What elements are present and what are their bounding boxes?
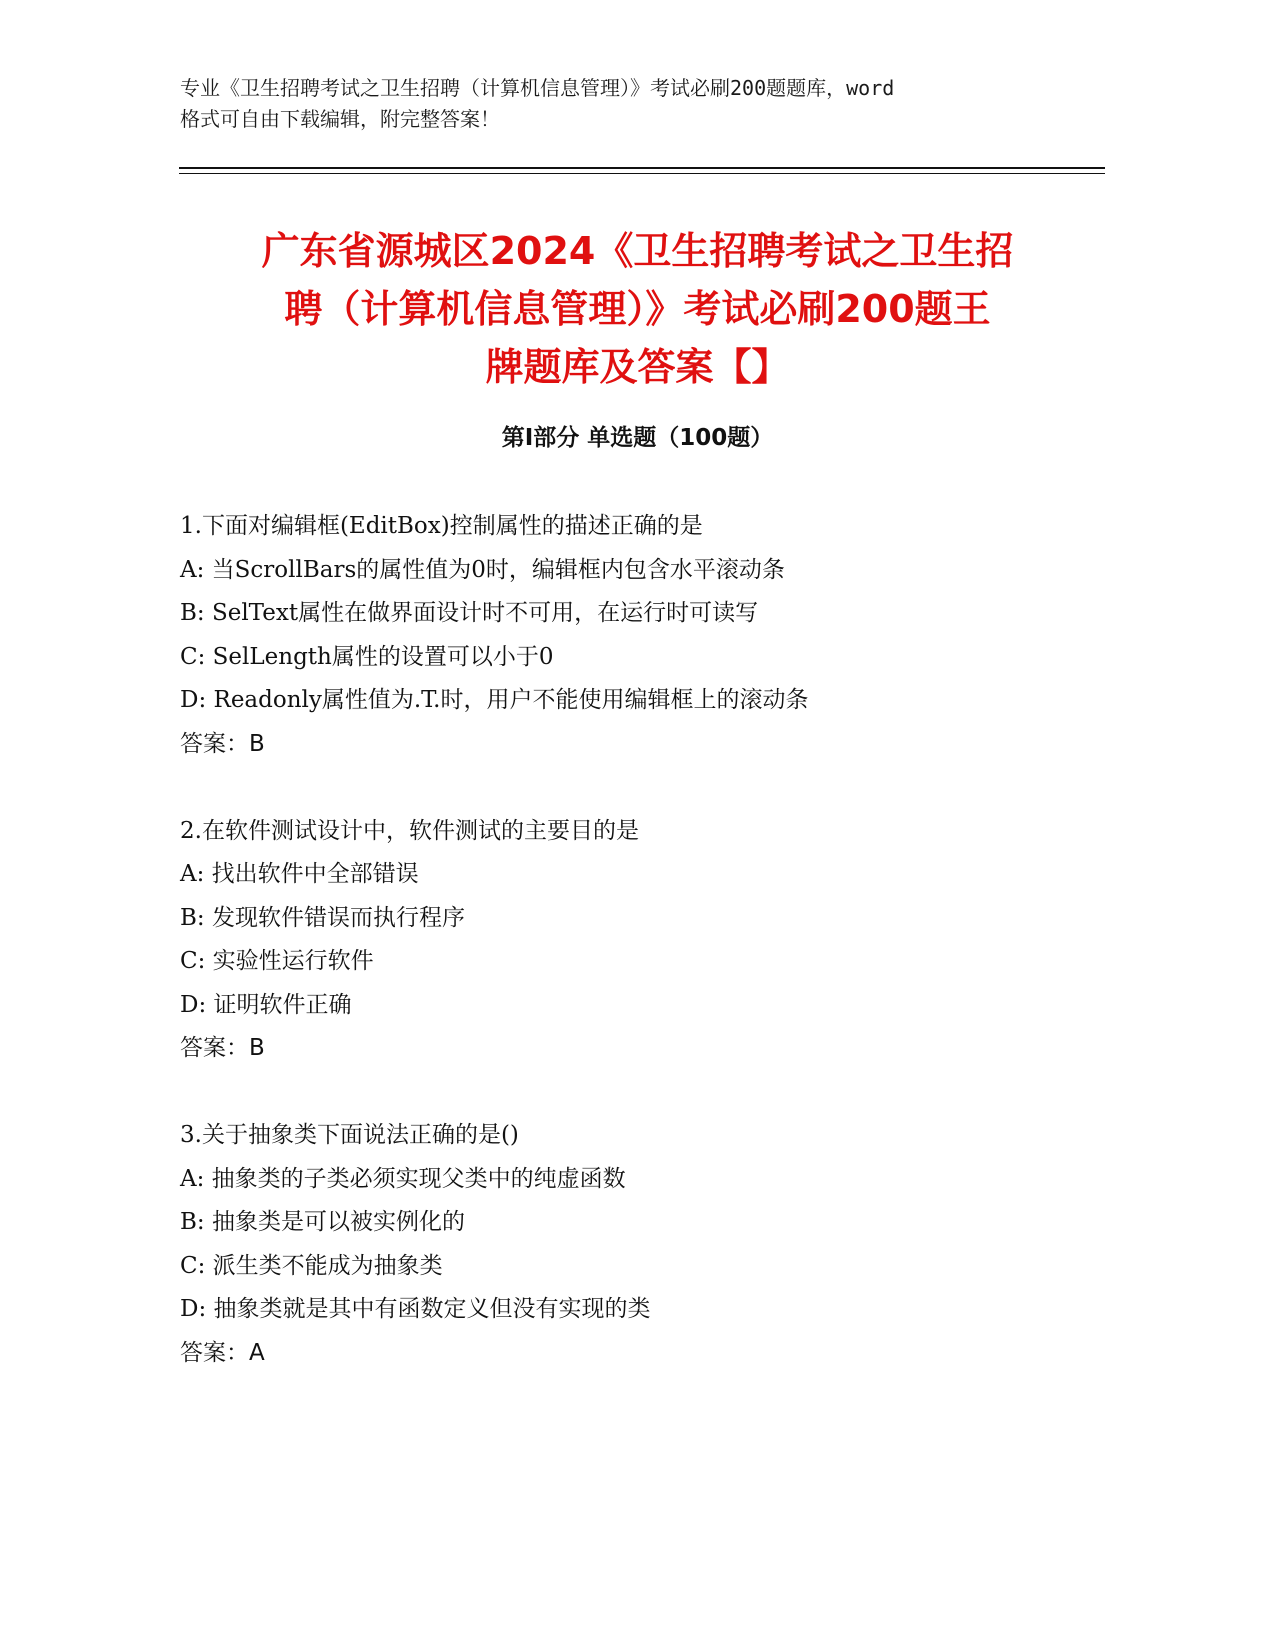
header-note-line-1: 专业《卫生招聘考试之卫生招聘（计算机信息管理）》考试必刷200题题库，word (180, 76, 895, 100)
header-note-line-2: 格式可自由下载编辑，附完整答案！ (180, 107, 500, 131)
question-list (180, 505, 1120, 1375)
header-divider-thick (179, 167, 1105, 169)
document-title (150, 222, 1125, 396)
title-line-2: 聘（计算机信息管理）》考试必刷200题王 (284, 287, 991, 331)
question-spacer (180, 766, 1120, 810)
title-line-3: 牌题库及答案【】 (485, 345, 790, 389)
option-b: B: SelText属性在做界面设计时不可用，在运行时可读写 (180, 600, 759, 626)
title-line-1: 广东省源城区2024《卫生招聘考试之卫生招 (261, 229, 1014, 273)
answer-line: 答案：B (180, 730, 265, 757)
section-heading: 第Ⅰ部分 单选题（100题） (501, 425, 774, 451)
question-stem: 3.关于抽象类下面说法正确的是() (180, 1122, 519, 1148)
header-divider-thin (179, 173, 1105, 174)
option-a: A: 找出软件中全部错误 (180, 861, 419, 887)
option-c: C: SelLength属性的设置可以小于0 (180, 643, 554, 670)
header-note (180, 73, 1090, 135)
answer-line: 答案：A (180, 1339, 265, 1366)
question-item (180, 505, 1120, 810)
option-d: D: 抽象类就是其中有函数定义但没有实现的类 (180, 1296, 651, 1322)
question-spacer (180, 1071, 1120, 1115)
option-d: D: 证明软件正确 (180, 991, 352, 1018)
option-d: D: Readonly属性值为.T.时，用户不能使用编辑框上的滚动条 (180, 687, 809, 713)
option-b: B: 发现软件错误而执行程序 (180, 904, 465, 931)
option-a: A: 抽象类的子类必须实现父类中的纯虚函数 (180, 1165, 626, 1192)
question-item (180, 810, 1120, 1115)
option-c: C: 派生类不能成为抽象类 (180, 1252, 443, 1279)
option-c: C: 实验性运行软件 (180, 948, 374, 974)
question-stem: 1.下面对编辑框(EditBox)控制属性的描述正确的是 (180, 513, 703, 539)
answer-line: 答案：B (180, 1035, 265, 1061)
option-a: A: 当ScrollBars的属性值为0时，编辑框内包含水平滚动条 (180, 556, 785, 583)
question-stem: 2.在软件测试设计中，软件测试的主要目的是 (180, 817, 639, 844)
question-item (180, 1114, 1120, 1375)
option-b: B: 抽象类是可以被实例化的 (180, 1209, 465, 1235)
